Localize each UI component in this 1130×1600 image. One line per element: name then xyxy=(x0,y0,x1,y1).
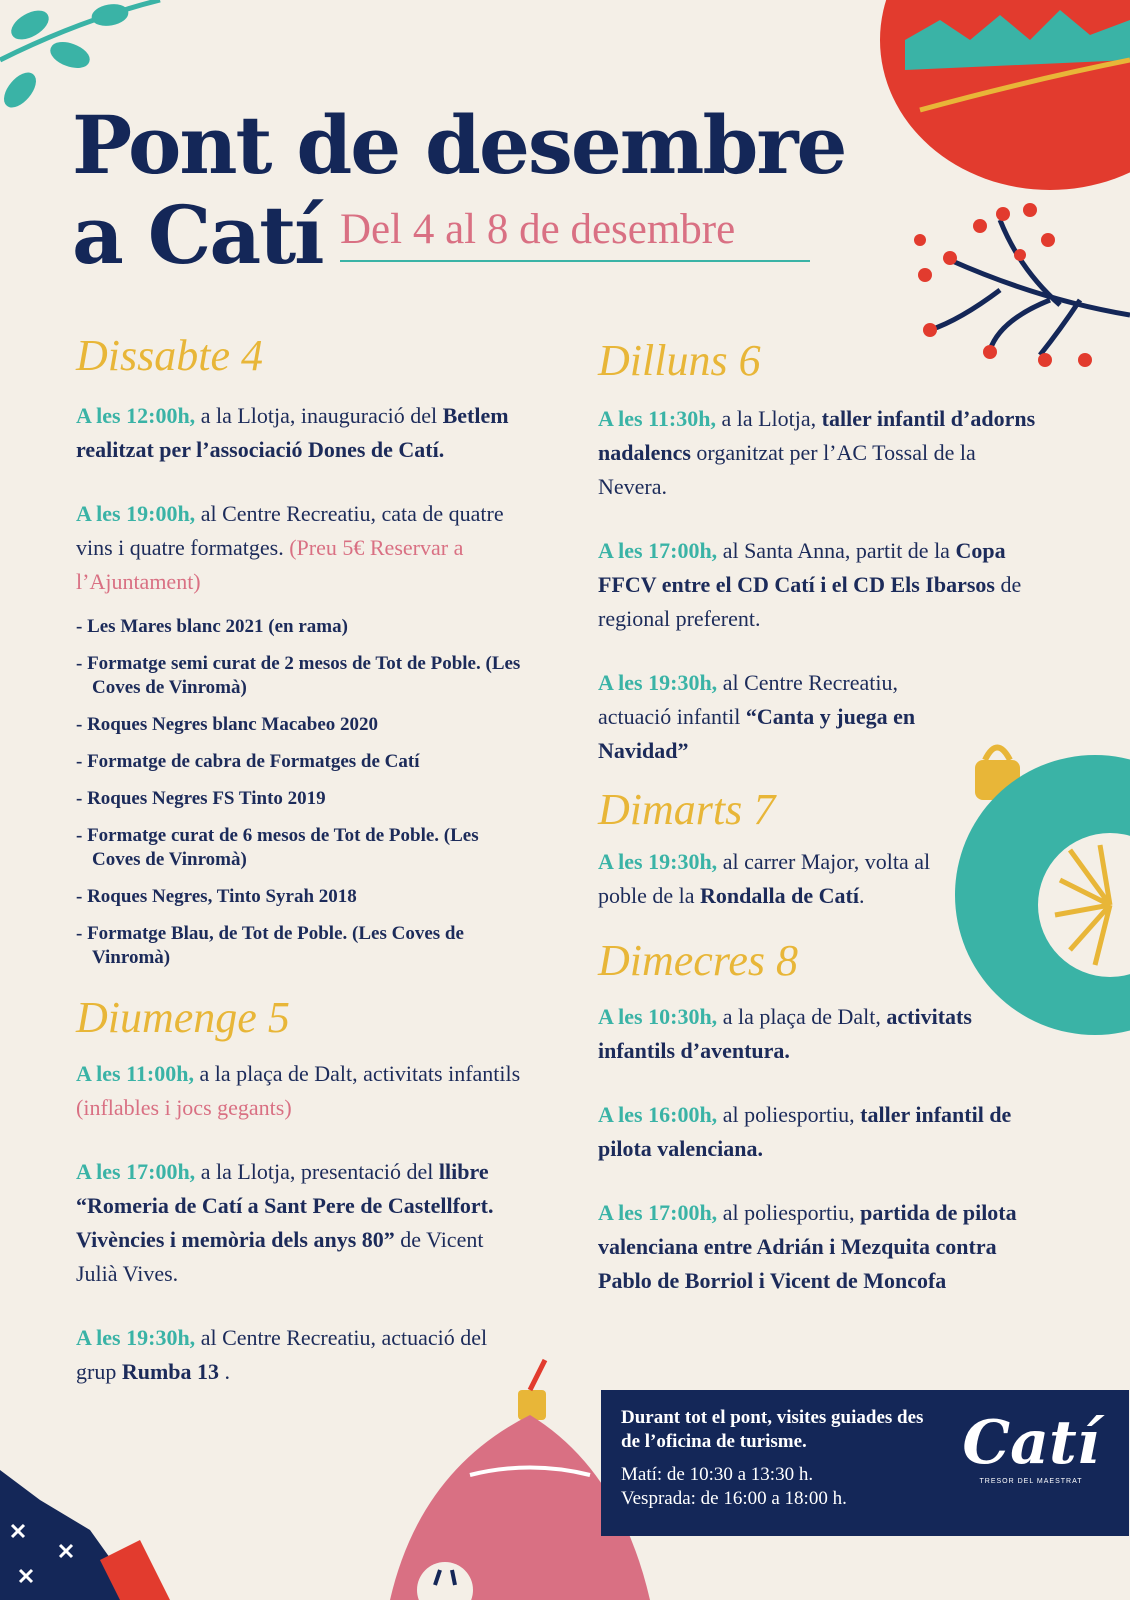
box-bold-text: Durant tot el pont, visites guiades des de l’oficina de turisme. xyxy=(621,1407,924,1452)
event-item: A les 11:30h, a la Llotja, taller infantil d’adorns nadalencs organitzat per l’AC Tossal de la Nevera. xyxy=(598,406,1036,499)
day-heading-dissabte: Dissabte 4 xyxy=(76,331,263,380)
event-item: A les 19:00h, al Centre Recreatiu, cata de quatre vins i quatre formatges. (Preu 5€ Reservar a l’Ajuntament) xyxy=(76,501,504,594)
cati-logo: Catí TRESOR DEL MAESTRAT xyxy=(962,1408,1100,1485)
event-item: A les 19:30h, al Centre Recreatiu, actuació del grup Rumba 13 . xyxy=(76,1325,488,1384)
day-heading-diumenge: Diumenge 5 xyxy=(76,993,290,1042)
list-item: - Formatge Blau, de Tot de Poble. (Les Coves de Vinromà) xyxy=(76,923,464,968)
left-column xyxy=(76,330,526,1389)
list-item: - Formatge curat de 6 mesos de Tot de Poble. (Les Coves de Vinromà) xyxy=(76,825,479,870)
tasting-list xyxy=(76,615,526,970)
box-evening-hours: Vesprada: de 16:00 a 18:00 h. xyxy=(621,1488,847,1509)
right-column xyxy=(598,335,1038,1298)
list-item: - Roques Negres FS Tinto 2019 xyxy=(76,788,326,809)
event-item: A les 19:30h, al carrer Major, volta al poble de la Rondalla de Catí. xyxy=(598,849,931,908)
red-ornament-icon xyxy=(880,0,1130,190)
list-item: - Formatge de cabra de Formatges de Catí xyxy=(76,751,420,772)
event-item: A les 17:00h, a la Llotja, presentació del llibre “Romeria de Catí a Sant Pere de Castellfort. Vivències i memòria dels anys 80” de Vicent Julià Vives. xyxy=(76,1159,494,1286)
stocking-icon xyxy=(0,1470,170,1600)
title-line-1: Pont de desembre xyxy=(72,98,846,192)
title-line-2: a Catí xyxy=(72,188,323,282)
event-item: A les 19:30h, al Centre Recreatiu, actuació infantil “Canta y juega en Navidad” xyxy=(598,670,916,763)
list-item: - Roques Negres, Tinto Syrah 2018 xyxy=(76,886,357,907)
event-item: A les 16:00h, al poliesportiu, taller infantil de pilota valenciana. xyxy=(598,1102,1012,1161)
event-item: A les 12:00h, a la Llotja, inauguració del Betlem realitzat per l’associació Dones de Catí. xyxy=(76,403,509,462)
event-item: A les 17:00h, al Santa Anna, partit de la Copa FFCV entre el CD Catí i el CD Els Ibarsos de regional preferent. xyxy=(598,538,1022,631)
day-heading-dilluns: Dilluns 6 xyxy=(598,336,761,385)
day-heading-dimecres: Dimecres 8 xyxy=(598,936,798,985)
list-item: - Formatge semi curat de 2 mesos de Tot de Poble. (Les Coves de Vinromà) xyxy=(76,653,521,698)
guided-tours-box xyxy=(601,1390,1129,1536)
leaf-branch-icon xyxy=(0,0,160,110)
list-item: - Les Mares blanc 2021 (en rama) xyxy=(76,616,348,637)
event-item: A les 10:30h, a la plaça de Dalt, activitats infantils d’aventura. xyxy=(598,1004,972,1063)
date-subtitle: Del 4 al 8 de desembre xyxy=(340,205,810,262)
event-item: A les 11:00h, a la plaça de Dalt, activitats infantils (inflables i jocs gegants) xyxy=(76,1061,521,1120)
day-heading-dimarts: Dimarts 7 xyxy=(598,785,776,834)
event-item: A les 17:00h, al poliesportiu, partida de pilota valenciana entre Adrián i Mezquita contra Pablo de Borriol i Vicent de Moncofa xyxy=(598,1200,1017,1293)
list-item: - Roques Negres blanc Macabeo 2020 xyxy=(76,714,379,735)
box-morning-hours: Matí: de 10:30 a 13:30 h. xyxy=(621,1464,814,1485)
